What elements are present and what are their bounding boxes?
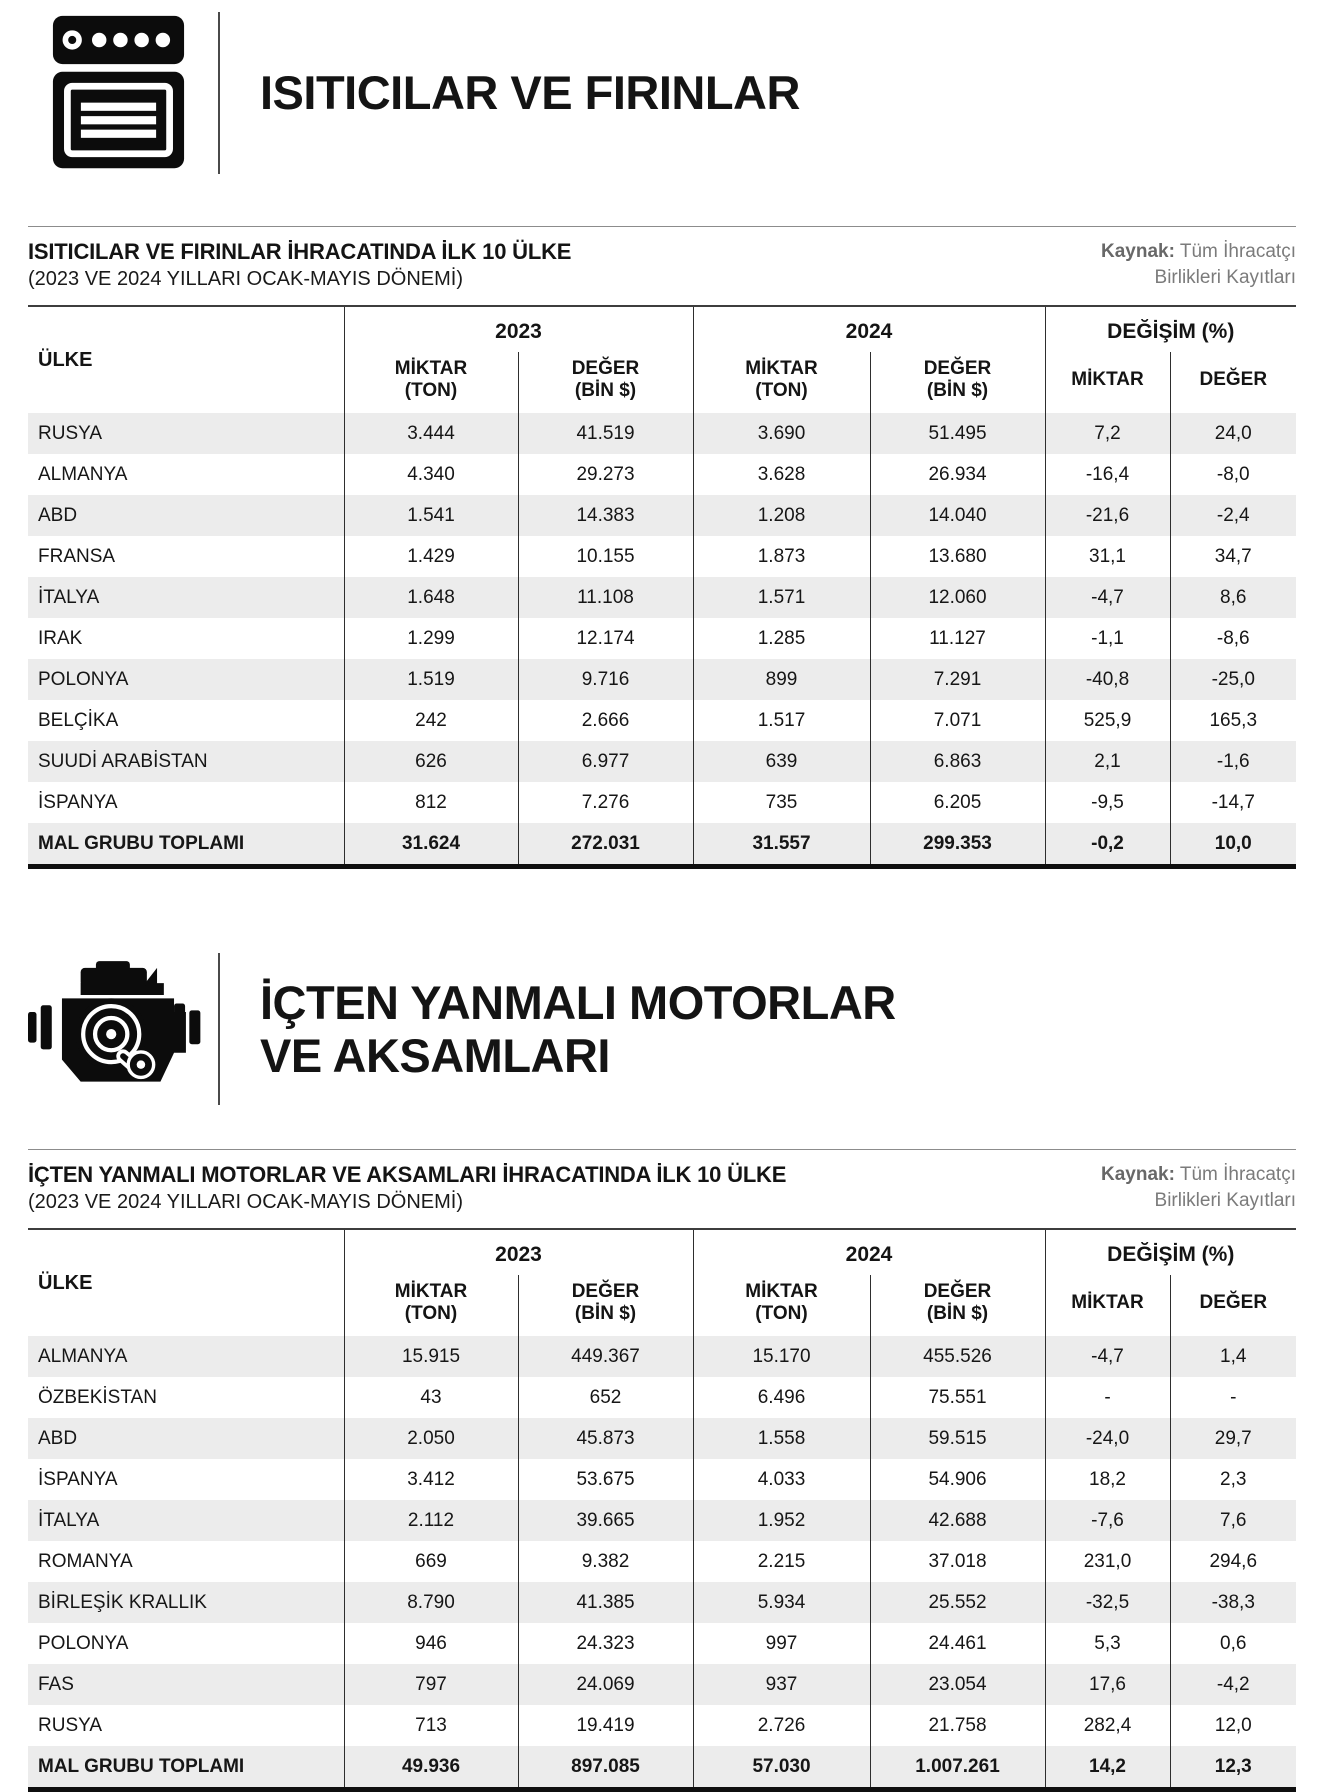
value-cell: 1.517: [693, 700, 870, 741]
value-cell: -4,7: [1045, 1336, 1170, 1377]
horizontal-rule: [28, 226, 1296, 227]
value-cell: 15.170: [693, 1336, 870, 1377]
value-cell: 997: [693, 1623, 870, 1664]
table-block-head-heaters: [28, 239, 1296, 291]
value-cell: 937: [693, 1664, 870, 1705]
sub-header: DEĞER: [1170, 1275, 1296, 1336]
value-cell: 29.273: [518, 454, 693, 495]
section-title-engines: [260, 976, 896, 1082]
value-cell: -0,2: [1045, 823, 1170, 867]
value-cell: -2,4: [1170, 495, 1296, 536]
source-note: [1101, 239, 1296, 290]
value-cell: 21.758: [870, 1705, 1045, 1746]
value-cell: -: [1170, 1377, 1296, 1418]
sub-header: DEĞER (BİN $): [870, 352, 1045, 413]
sub-header: MİKTAR (TON): [394, 357, 468, 401]
value-cell: 10.155: [518, 536, 693, 577]
table-header: [28, 1229, 1296, 1336]
value-cell: 626: [344, 741, 518, 782]
section-title-line2: VE AKSAMLARI: [260, 1029, 610, 1082]
source-label: Kaynak:: [1100, 241, 1175, 262]
value-cell: 2.215: [693, 1541, 870, 1582]
value-cell: 57.030: [693, 1746, 870, 1790]
table-header: [28, 306, 1296, 413]
sub-header: DEĞER (BİN $): [518, 352, 693, 413]
sub-header: MİKTAR (TON): [693, 1275, 870, 1336]
table-title-engines: İÇTEN YANMALI MOTORLAR VE AKSAMLARI İHRACATINDA İLK 10 ÜLKE: [28, 1162, 787, 1187]
sub-header: MİKTAR (TON): [693, 352, 870, 413]
country-cell: RUSYA: [38, 1714, 103, 1736]
value-cell: 24.323: [518, 1623, 693, 1664]
country-cell: BELÇİKA: [38, 709, 119, 731]
group-header-2023: 2023: [495, 1243, 542, 1266]
value-cell: 1.429: [344, 536, 518, 577]
table-row: [28, 454, 1296, 495]
value-cell: -38,3: [1170, 1582, 1296, 1623]
value-cell: 3.444: [344, 413, 518, 454]
table-row: [28, 1705, 1296, 1746]
table-row: [28, 495, 1296, 536]
country-cell: ALMANYA: [38, 463, 128, 485]
value-cell: 669: [344, 1541, 518, 1582]
value-cell: 24.069: [518, 1664, 693, 1705]
value-cell: 735: [693, 782, 870, 823]
table-row: [28, 1664, 1296, 1705]
value-cell: 7.276: [518, 782, 693, 823]
value-cell: 42.688: [870, 1500, 1045, 1541]
value-cell: 7,2: [1045, 413, 1170, 454]
value-cell: 639: [693, 741, 870, 782]
value-cell: 165,3: [1170, 700, 1296, 741]
country-cell: POLONYA: [38, 1632, 129, 1654]
value-cell: 1.208: [693, 495, 870, 536]
country-cell: RUSYA: [38, 422, 103, 444]
value-cell: 1.952: [693, 1500, 870, 1541]
value-cell: 2.050: [344, 1418, 518, 1459]
engine-icon-svg: [28, 955, 208, 1103]
value-cell: -21,6: [1045, 495, 1170, 536]
table-body: [28, 1336, 1296, 1790]
value-cell: 3.690: [693, 413, 870, 454]
value-cell: -40,8: [1045, 659, 1170, 700]
value-cell: -: [1045, 1377, 1170, 1418]
table-titles: [28, 1162, 786, 1214]
country-column-header: ÜLKE: [28, 306, 344, 413]
value-cell: 6.863: [870, 741, 1045, 782]
value-cell: 9.382: [518, 1541, 693, 1582]
table-row: [28, 1623, 1296, 1664]
value-cell: 1.299: [344, 618, 518, 659]
value-cell: 37.018: [870, 1541, 1045, 1582]
table-row: [28, 1377, 1296, 1418]
value-cell: 31.557: [693, 823, 870, 867]
section-title-line1: İÇTEN YANMALI MOTORLAR: [260, 975, 896, 1029]
value-cell: 4.340: [344, 454, 518, 495]
value-cell: 53.675: [518, 1459, 693, 1500]
value-cell: -9,5: [1045, 782, 1170, 823]
value-cell: 51.495: [870, 413, 1045, 454]
value-cell: 23.054: [870, 1664, 1045, 1705]
value-cell: 10,0: [1170, 823, 1296, 867]
country-cell: ABD: [38, 1427, 78, 1449]
value-cell: 12,3: [1170, 1746, 1296, 1790]
country-cell: FAS: [38, 1673, 74, 1695]
source-line1: Tüm İhracatçı: [1179, 1164, 1296, 1185]
value-cell: -25,0: [1170, 659, 1296, 700]
value-cell: -8,6: [1170, 618, 1296, 659]
value-cell: 899: [693, 659, 870, 700]
sub-header: MİKTAR: [1045, 1275, 1170, 1336]
value-cell: 713: [344, 1705, 518, 1746]
header-divider: [218, 12, 220, 174]
value-cell: 12,0: [1170, 1705, 1296, 1746]
value-cell: 49.936: [344, 1746, 518, 1790]
value-cell: 29,7: [1170, 1418, 1296, 1459]
value-cell: 7,6: [1170, 1500, 1296, 1541]
value-cell: 1.007.261: [870, 1746, 1045, 1790]
export-table-heaters: [28, 305, 1296, 869]
value-cell: -8,0: [1170, 454, 1296, 495]
value-cell: 652: [518, 1377, 693, 1418]
table-row: [28, 1418, 1296, 1459]
source-line2: Birlikleri Kayıtları: [1154, 266, 1296, 288]
source-line1: Tüm İhracatçı: [1179, 241, 1296, 262]
sub-header: MİKTAR (TON): [394, 1280, 468, 1324]
value-cell: 11.108: [518, 577, 693, 618]
group-header-change: DEĞİŞİM (%): [1045, 306, 1296, 352]
section-header-heaters: [28, 12, 1296, 174]
value-cell: 6.496: [693, 1377, 870, 1418]
source-label: Kaynak:: [1100, 1164, 1175, 1185]
sub-header: MİKTAR: [1045, 352, 1170, 413]
value-cell: 39.665: [518, 1500, 693, 1541]
table-row: [28, 1582, 1296, 1623]
value-cell: 9.716: [518, 659, 693, 700]
value-cell: 13.680: [870, 536, 1045, 577]
value-cell: 45.873: [518, 1418, 693, 1459]
value-cell: 282,4: [1045, 1705, 1170, 1746]
value-cell: 946: [344, 1623, 518, 1664]
value-cell: 2.666: [518, 700, 693, 741]
country-cell: FRANSA: [38, 545, 116, 567]
value-cell: 2,3: [1170, 1459, 1296, 1500]
table-row: [28, 782, 1296, 823]
table-block-head-engines: [28, 1162, 1296, 1214]
country-cell: ÖZBEKİSTAN: [38, 1386, 157, 1408]
country-cell: İSPANYA: [38, 791, 118, 813]
value-cell: 41.519: [518, 413, 693, 454]
table-row: [28, 1500, 1296, 1541]
value-cell: 31,1: [1045, 536, 1170, 577]
section-header-engines: [28, 953, 1296, 1105]
table-title-heaters: ISITICILAR VE FIRINLAR İHRACATINDA İLK 10 ÜLKE: [28, 239, 572, 264]
value-cell: 3.412: [344, 1459, 518, 1500]
source-note: [1101, 1162, 1296, 1213]
oven-icon: [28, 14, 208, 172]
table-total-row: [28, 1746, 1296, 1790]
section-title-line1: ISITICILAR VE FIRINLAR: [260, 66, 800, 120]
value-cell: 455.526: [870, 1336, 1045, 1377]
section-title-heaters: [260, 66, 800, 119]
value-cell: 59.515: [870, 1418, 1045, 1459]
value-cell: 1.648: [344, 577, 518, 618]
sub-header: DEĞER: [1170, 352, 1296, 413]
value-cell: 231,0: [1045, 1541, 1170, 1582]
value-cell: 272.031: [518, 823, 693, 867]
table-row: [28, 1336, 1296, 1377]
value-cell: 8.790: [344, 1582, 518, 1623]
table-row: [28, 741, 1296, 782]
country-cell: BİRLEŞİK KRALLIK: [38, 1591, 207, 1613]
value-cell: 4.033: [693, 1459, 870, 1500]
value-cell: 14.040: [870, 495, 1045, 536]
oven-icon-svg: [51, 14, 186, 172]
value-cell: 75.551: [870, 1377, 1045, 1418]
value-cell: 6.977: [518, 741, 693, 782]
value-cell: 1,4: [1170, 1336, 1296, 1377]
value-cell: 1.873: [693, 536, 870, 577]
table-row: [28, 659, 1296, 700]
table-row: [28, 618, 1296, 659]
country-cell: SUUDİ ARABİSTAN: [38, 750, 208, 772]
value-cell: 12.174: [518, 618, 693, 659]
country-column-header: ÜLKE: [28, 1229, 344, 1336]
sub-header: DEĞER (BİN $): [870, 1275, 1045, 1336]
value-cell: 897.085: [518, 1746, 693, 1790]
country-cell: IRAK: [38, 627, 83, 649]
value-cell: 19.419: [518, 1705, 693, 1746]
value-cell: 1.519: [344, 659, 518, 700]
country-cell: MAL GRUBU TOPLAMI: [38, 1755, 245, 1777]
country-cell: İTALYA: [38, 586, 100, 608]
export-table-engines: [28, 1228, 1296, 1792]
value-cell: 7.071: [870, 700, 1045, 741]
value-cell: 25.552: [870, 1582, 1045, 1623]
group-header-2024: 2024: [693, 306, 1045, 352]
value-cell: 31.624: [344, 823, 518, 867]
table-subtitle-engines: (2023 VE 2024 YILLARI OCAK-MAYIS DÖNEMİ): [28, 1191, 463, 1213]
value-cell: 14.383: [518, 495, 693, 536]
value-cell: 1.558: [693, 1418, 870, 1459]
value-cell: 242: [344, 700, 518, 741]
value-cell: 54.906: [870, 1459, 1045, 1500]
value-cell: 43: [344, 1377, 518, 1418]
value-cell: -7,6: [1045, 1500, 1170, 1541]
table-row: [28, 577, 1296, 618]
value-cell: 812: [344, 782, 518, 823]
value-cell: 5,3: [1045, 1623, 1170, 1664]
value-cell: -1,1: [1045, 618, 1170, 659]
value-cell: 15.915: [344, 1336, 518, 1377]
value-cell: 0,6: [1170, 1623, 1296, 1664]
table-total-row: [28, 823, 1296, 867]
country-cell: İTALYA: [38, 1509, 100, 1531]
country-cell: POLONYA: [38, 668, 129, 690]
value-cell: -4,7: [1045, 577, 1170, 618]
value-cell: 1.571: [693, 577, 870, 618]
group-header-2024: 2024: [693, 1229, 1045, 1275]
value-cell: 17,6: [1045, 1664, 1170, 1705]
value-cell: 5.934: [693, 1582, 870, 1623]
value-cell: 3.628: [693, 454, 870, 495]
value-cell: 11.127: [870, 618, 1045, 659]
value-cell: 18,2: [1045, 1459, 1170, 1500]
value-cell: -24,0: [1045, 1418, 1170, 1459]
value-cell: -32,5: [1045, 1582, 1170, 1623]
value-cell: 2.726: [693, 1705, 870, 1746]
value-cell: 6.205: [870, 782, 1045, 823]
value-cell: 8,6: [1170, 577, 1296, 618]
country-cell: ROMANYA: [38, 1550, 133, 1572]
country-cell: ALMANYA: [38, 1345, 128, 1367]
value-cell: 24,0: [1170, 413, 1296, 454]
value-cell: 12.060: [870, 577, 1045, 618]
table-row: [28, 1459, 1296, 1500]
value-cell: 34,7: [1170, 536, 1296, 577]
value-cell: 1.541: [344, 495, 518, 536]
value-cell: -4,2: [1170, 1664, 1296, 1705]
country-cell: ABD: [38, 504, 78, 526]
value-cell: 2,1: [1045, 741, 1170, 782]
value-cell: -14,7: [1170, 782, 1296, 823]
engine-icon: [28, 955, 208, 1103]
value-cell: 24.461: [870, 1623, 1045, 1664]
value-cell: 26.934: [870, 454, 1045, 495]
table-row: [28, 536, 1296, 577]
value-cell: 299.353: [870, 823, 1045, 867]
value-cell: 1.285: [693, 618, 870, 659]
value-cell: 294,6: [1170, 1541, 1296, 1582]
value-cell: 2.112: [344, 1500, 518, 1541]
country-cell: MAL GRUBU TOPLAMI: [38, 832, 245, 854]
sub-header: DEĞER (BİN $): [518, 1275, 693, 1336]
value-cell: 7.291: [870, 659, 1045, 700]
table-body: [28, 413, 1296, 867]
table-subtitle-heaters: (2023 VE 2024 YILLARI OCAK-MAYIS DÖNEMİ): [28, 268, 463, 290]
country-cell: İSPANYA: [38, 1468, 118, 1490]
table-row: [28, 700, 1296, 741]
value-cell: 41.385: [518, 1582, 693, 1623]
value-cell: 14,2: [1045, 1746, 1170, 1790]
value-cell: -16,4: [1045, 454, 1170, 495]
group-header-change: DEĞİŞİM (%): [1045, 1229, 1296, 1275]
group-header-2023: 2023: [495, 320, 542, 343]
table-titles: [28, 239, 571, 291]
table-row: [28, 1541, 1296, 1582]
header-divider: [218, 953, 220, 1105]
value-cell: 797: [344, 1664, 518, 1705]
value-cell: -1,6: [1170, 741, 1296, 782]
value-cell: 449.367: [518, 1336, 693, 1377]
table-row: [28, 413, 1296, 454]
source-line2: Birlikleri Kayıtları: [1154, 1189, 1296, 1211]
horizontal-rule: [28, 1149, 1296, 1150]
value-cell: 525,9: [1045, 700, 1170, 741]
